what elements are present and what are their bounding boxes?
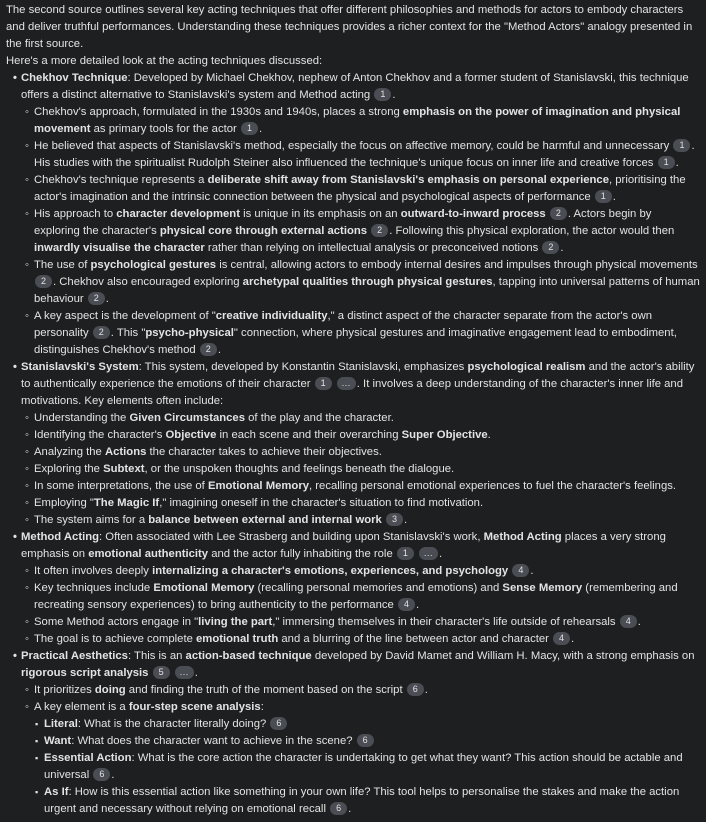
sub-list-item: ◦ It prioritizes doing and finding the truth of the moment based on the script 6 . bbox=[19, 682, 700, 699]
bold-text: action-based technique bbox=[185, 650, 312, 662]
technique-details-list bbox=[19, 410, 700, 529]
bold-text: archetypal qualities through physical gestures bbox=[242, 276, 493, 288]
citation-chip[interactable]: 4 bbox=[512, 564, 529, 577]
technique-details-list bbox=[19, 682, 700, 818]
intro-paragraph: The second source outlines several key acting techniques that offer different philosophies and methods for actors to embody characters and deliver truthful performances. Understanding these techniques provides a richer context for the "Method Actors" analogy presented in the first source. bbox=[6, 4, 693, 50]
bold-text: Method Acting bbox=[21, 531, 100, 543]
bold-text: physical core through external actions bbox=[159, 225, 368, 237]
citation-chip[interactable]: 3 bbox=[386, 513, 403, 526]
sub-list-item: ◦ It often involves deeply internalizing a character's emotions, experiences, and psychology 4 . bbox=[19, 563, 700, 580]
sub-list-item: ◦ Analyzing the Actions the character takes to achieve their objectives. bbox=[19, 444, 700, 461]
bold-text: Chekhov Technique bbox=[21, 72, 128, 84]
bold-text: psycho-physical bbox=[145, 327, 234, 339]
citation-chip[interactable]: 2 bbox=[371, 224, 388, 237]
technique-item: • Stanislavski's System: This system, developed by Konstantin Stanislavski, emphasizes psychological realism and the actor's ability to authentically experience the emotions of their character 1 ... . It involves a deep understanding of the character's inner life and motivations. Key elements often include: ◦ Understanding the Given Circumstances of the play and the character. ◦ Identifying the character's Objective in each scene and their overarching Super Objective. ◦ Analyzing the Actions the character takes to achieve their objectives. ◦ Exploring the Subtext, or the unspoken thoughts and feelings beneath the dialogue. ◦ In some interpretations, the use of Emotional Memory, recalling personal emotional experiences to fuel the character's feelings. ◦ Employing "The Magic If," imagining oneself in the character's situation to find motivation. ◦ The system aims for a balance between external and internal work 3 . bbox=[6, 359, 700, 529]
citation-chip[interactable]: 1 bbox=[241, 122, 258, 135]
bold-text: four-step scene analysis bbox=[128, 701, 261, 713]
lead-paragraph: Here's a more detailed look at the acting techniques discussed: bbox=[6, 55, 323, 67]
sub-sub-list-item: ▪ Essential Action: What is the core action the character is undertaking to get what they want? This action should be actable and universal 6 . bbox=[31, 750, 700, 784]
sub-list-item: ◦ Understanding the Given Circumstances of the play and the character. bbox=[19, 410, 700, 427]
analysis-steps-list bbox=[31, 716, 700, 818]
bold-text: Actions bbox=[104, 446, 147, 458]
bold-text: As If bbox=[44, 786, 69, 798]
citation-chip[interactable]: 1 bbox=[315, 377, 332, 390]
bold-text: balance between external and internal work bbox=[148, 514, 382, 526]
citation-chip[interactable]: 2 bbox=[35, 275, 52, 288]
more-citations-chip[interactable]: ... bbox=[419, 547, 438, 560]
sub-sub-list-item: ▪ Literal: What is the character literally doing? 6 bbox=[31, 716, 700, 733]
bold-text: doing bbox=[94, 684, 126, 696]
citation-chip[interactable]: 4 bbox=[398, 598, 415, 611]
citation-chip[interactable]: 1 bbox=[397, 547, 414, 560]
technique-item: • Practical Aesthetics: This is an action-based technique developed by David Mamet and William H. Macy, with a strong emphasis on rigorous script analysis 5 ... . ◦ It prioritizes doing and finding the truth of the moment based on the script 6 . ◦ A key element is a four-step scene analysis: ▪ Literal: What is the character literally doing? 6 ▪ Want: What does the character want to achieve in the scene? 6 ▪ Essential Action: What is the core action the character is undertaking to get what they want? This action should be actable and universal 6 . ▪ As If: How is this essential action like something in your own life? This tool helps to personalise the stakes and make the action urgent and necessary without relying on emotional recall 6 . bbox=[6, 648, 700, 818]
sub-list-item: ◦ The goal is to achieve complete emotional truth and a blurring of the line between actor and character 4 . bbox=[19, 631, 700, 648]
citation-chip[interactable]: 6 bbox=[330, 802, 347, 815]
sub-list-item: ◦ A key aspect is the development of "creative individuality," a distinct aspect of the character separate from the actor's own personality 2 . This "psycho-physical" connection, where physical gestures and imaginative engagement lead to embodiment, distinguishes Chekhov's method 2 . bbox=[19, 308, 700, 359]
bold-text: psychological realism bbox=[467, 361, 586, 373]
bold-text: inwardly visualise the character bbox=[34, 242, 205, 254]
more-citations-chip[interactable]: ... bbox=[337, 377, 356, 390]
citation-chip[interactable]: 2 bbox=[550, 207, 567, 220]
citation-chip[interactable]: 1 bbox=[673, 139, 690, 152]
bold-text: Emotional Memory bbox=[207, 480, 310, 492]
citation-chip[interactable]: 4 bbox=[553, 632, 570, 645]
citation-chip[interactable]: 1 bbox=[374, 88, 391, 101]
sub-list-item: ◦ His approach to character development is unique in its emphasis on an outward-to-inward process 2 . Actors begin by exploring the character's physical core through external actions 2 . Following this physical exploration, the actor would then inwardly visualise the character rather than relying on intellectual analysis or preconceived notions 2 . bbox=[19, 206, 700, 257]
citation-chip[interactable]: 2 bbox=[93, 326, 110, 339]
sub-list-item: ◦ Key techniques include Emotional Memory (recalling personal memories and emotions) and Sense Memory (remembering and recreating sensory experiences) to bring authenticity to the performance 4 . bbox=[19, 580, 700, 614]
bold-text: The Magic If bbox=[93, 497, 160, 509]
sub-list-item: ◦ The system aims for a balance between external and internal work 3 . bbox=[19, 512, 700, 529]
bold-text: Objective bbox=[165, 429, 217, 441]
bold-text: outward-to-inward process bbox=[400, 208, 546, 220]
bold-text: emphasis on the power of imagination and physical movement bbox=[34, 106, 681, 135]
citation-chip[interactable]: 5 bbox=[153, 666, 170, 679]
sub-list-item: ◦ Identifying the character's Objective in each scene and their overarching Super Objective. bbox=[19, 427, 700, 444]
bold-text: psychological gestures bbox=[90, 259, 217, 271]
bold-text: Literal bbox=[44, 718, 78, 730]
bold-text: Method Acting bbox=[483, 531, 562, 543]
sub-list-item: ◦ Employing "The Magic If," imagining oneself in the character's situation to find motivation. bbox=[19, 495, 700, 512]
bold-text: emotional truth bbox=[196, 633, 279, 645]
citation-chip[interactable]: 6 bbox=[357, 734, 374, 747]
sub-list-item: ◦ Exploring the Subtext, or the unspoken thoughts and feelings beneath the dialogue. bbox=[19, 461, 700, 478]
sub-list-item: ◦ Chekhov's technique represents a deliberate shift away from Stanislavski's emphasis on personal experience, prioritising the actor's imagination and the intrinsic connection between the physical and psychological aspects of performance 1 . bbox=[19, 172, 700, 206]
citation-chip[interactable]: 4 bbox=[620, 615, 637, 628]
citation-chip[interactable]: 2 bbox=[88, 292, 105, 305]
bold-text: Subtext bbox=[103, 463, 145, 475]
sub-sub-list-item: ▪ As If: How is this essential action like something in your own life? This tool helps to personalise the stakes and make the action urgent and necessary without relying on emotional recall 6 . bbox=[31, 784, 700, 818]
sub-sub-list-item: ▪ Want: What does the character want to achieve in the scene? 6 bbox=[31, 733, 700, 750]
technique-list bbox=[6, 70, 700, 818]
citation-chip[interactable]: 2 bbox=[542, 241, 559, 254]
bold-text: living the part bbox=[198, 616, 273, 628]
sub-list-item: ◦ He believed that aspects of Stanislavski's method, especially the focus on affective memory, could be harmful and unnecessary 1 . His studies with the spiritualist Rudolph Steiner also influenced the technique's unique focus on inner life and creative forces 1 . bbox=[19, 138, 700, 172]
bold-text: creative individuality bbox=[215, 310, 328, 322]
sub-list-item: ◦ A key element is a four-step scene analysis: ▪ Literal: What is the character literally doing? 6 ▪ Want: What does the character want to achieve in the scene? 6 ▪ Essential Action: What is the core action the character is undertaking to get what they want? This action should be actable and universal 6 . ▪ As If: How is this essential action like something in your own life? This tool helps to personalise the stakes and make the action urgent and necessary without relying on emotional recall 6 . bbox=[19, 699, 700, 818]
bold-text: Emotional Memory bbox=[153, 582, 255, 594]
bold-text: Essential Action bbox=[44, 752, 132, 764]
bold-text: Super Objective bbox=[401, 429, 488, 441]
technique-details-list bbox=[19, 563, 700, 648]
bold-text: Practical Aesthetics bbox=[21, 650, 128, 662]
sub-list-item: ◦ Some Method actors engage in "living the part," immersing themselves in their character's life outside of rehearsals 4 . bbox=[19, 614, 700, 631]
technique-item: • Chekhov Technique: Developed by Michael Chekhov, nephew of Anton Chekhov and a former student of Stanislavski, this technique offers a distinct alternative to Stanislavski's system and Method acting 1 . ◦ Chekhov's approach, formulated in the 1930s and 1940s, places a strong emphasis on the power of imagination and physical movement as primary tools for the actor 1 . ◦ He believed that aspects of Stanislavski's method, especially the focus on affective memory, could be harmful and unnecessary 1 . His studies with the spiritualist Rudolph Steiner also influenced the technique's unique focus on inner life and creative forces 1 . ◦ Chekhov's technique represents a deliberate shift away from Stanislavski's emphasis on personal experience, prioritising the actor's imagination and the intrinsic connection between the physical and psychological aspects of performance 1 . ◦ His approach to character development is unique in its emphasis on an outward-to-inward process 2 . Actors begin by exploring the character's physical core through external actions 2 . Following this physical exploration, the actor would then inwardly visualise the character rather than relying on intellectual analysis or preconceived notions 2 . ◦ The use of psychological gestures is central, allowing actors to embody internal desires and impulses through physical movements 2 . Chekhov also encouraged exploring archetypal qualities through physical gestures, tapping into universal patterns of human behaviour 2 . ◦ A key aspect is the development of "creative individuality," a distinct aspect of the character separate from the actor's own personality 2 . This "psycho-physical" connection, where physical gestures and imaginative engagement lead to embodiment, distinguishes Chekhov's method 2 . bbox=[6, 70, 700, 359]
bold-text: emotional authenticity bbox=[88, 548, 209, 560]
sub-list-item: ◦ In some interpretations, the use of Emotional Memory, recalling personal emotional experiences to fuel the character's feelings. bbox=[19, 478, 700, 495]
bold-text: deliberate shift away from Stanislavski's emphasis on personal experience bbox=[207, 174, 609, 186]
citation-chip[interactable]: 6 bbox=[407, 683, 424, 696]
citation-chip[interactable]: 6 bbox=[93, 768, 110, 781]
bold-text: Given Circumstances bbox=[129, 412, 245, 424]
technique-details-list bbox=[19, 104, 700, 359]
citation-chip[interactable]: 2 bbox=[200, 343, 217, 356]
citation-chip[interactable]: 6 bbox=[270, 717, 287, 730]
bold-text: rigorous script analysis bbox=[21, 667, 149, 679]
bold-text: Stanislavski's System bbox=[21, 361, 139, 373]
sub-list-item: ◦ The use of psychological gestures is central, allowing actors to embody internal desires and impulses through physical movements 2 . Chekhov also encouraged exploring archetypal qualities through physical gestures, tapping into universal patterns of human behaviour 2 . bbox=[19, 257, 700, 308]
bold-text: Want bbox=[44, 735, 72, 747]
citation-chip[interactable]: 1 bbox=[595, 190, 612, 203]
technique-item: • Method Acting: Often associated with Lee Strasberg and building upon Stanislavski's work, Method Acting places a very strong emphasis on emotional authenticity and the actor fully inhabiting the role 1 ... . ◦ It often involves deeply internalizing a character's emotions, experiences, and psychology 4 . ◦ Key techniques include Emotional Memory (recalling personal memories and emotions) and Sense Memory (remembering and recreating sensory experiences) to bring authenticity to the performance 4 . ◦ Some Method actors engage in "living the part," immersing themselves in their character's life outside of rehearsals 4 . ◦ The goal is to achieve complete emotional truth and a blurring of the line between actor and character 4 . bbox=[6, 529, 700, 648]
bold-text: character development bbox=[116, 208, 240, 220]
bold-text: Sense Memory bbox=[502, 582, 583, 594]
sub-list-item: ◦ Chekhov's approach, formulated in the 1930s and 1940s, places a strong emphasis on the power of imagination and physical movement as primary tools for the actor 1 . bbox=[19, 104, 700, 138]
citation-chip[interactable]: 1 bbox=[658, 156, 675, 169]
bold-text: internalizing a character's emotions, experiences, and psychology bbox=[152, 565, 509, 577]
more-citations-chip[interactable]: ... bbox=[175, 666, 194, 679]
